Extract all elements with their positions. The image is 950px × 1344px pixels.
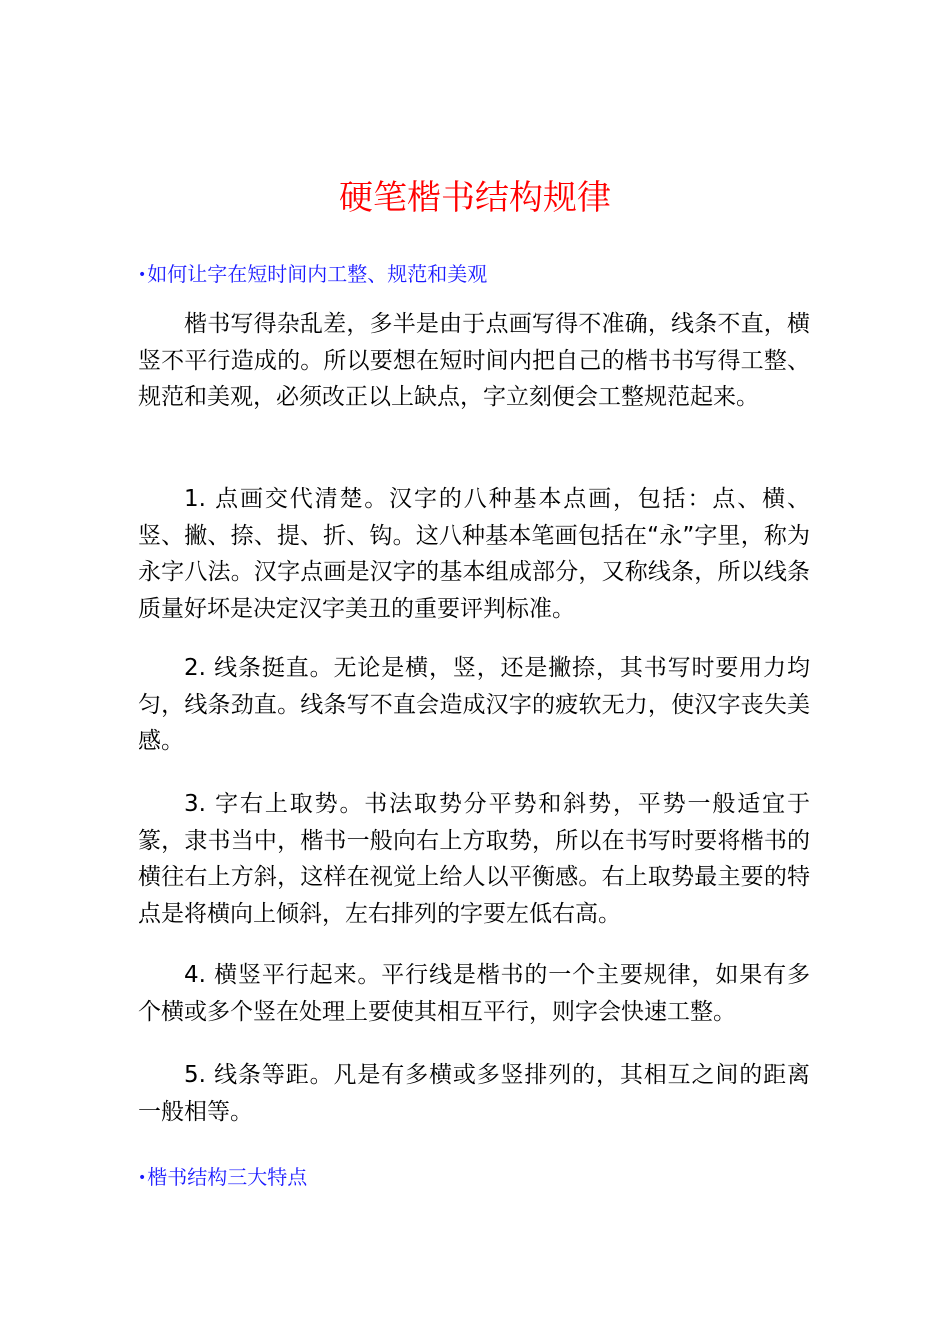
- section-heading-2: [138, 1163, 307, 1192]
- paragraph-intro: 楷书写得杂乱差，多半是由于点画写得不准确，线条不直，横竖不平行造成的。所以要想在短时间内把自己的楷书书写得工整、规范和美观，必须改正以上缺点，字立刻便会工整规范起来。: [138, 311, 810, 410]
- section-heading-1: [138, 260, 487, 289]
- section-heading-text: 如何让字在短时间内工整、规范和美观: [147, 262, 488, 286]
- paragraph-point-1: 1. 点画交代清楚。汉字的八种基本点画，包括：点、横、竖、撇、捺、提、折、钩。这八种基本笔画包括在“永”字里，称为永字八法。汉字点画是汉字的基本组成部分，又称线条，所以线条质量好坏是决定汉字美丑的重要评判标准。: [138, 486, 810, 622]
- paragraph-point-2: 2. 线条挺直。无论是横，竖，还是撇捺，其书写时要用力均匀，线条劲直。线条写不直会造成汉字的疲软无力，使汉字丧失美感。: [138, 655, 810, 754]
- bullet: •: [138, 1170, 147, 1186]
- paragraph-point-5: 5. 线条等距。凡是有多横或多竖排列的，其相互之间的距离一般相等。: [138, 1062, 810, 1125]
- bullet: •: [138, 267, 147, 283]
- paragraph-point-4: 4. 横竖平行起来。平行线是楷书的一个主要规律，如果有多个横或多个竖在处理上要使其相互平行，则字会快速工整。: [138, 962, 810, 1025]
- paragraph-point-3: 3. 字右上取势。书法取势分平势和斜势，平势一般适宜于篆，隶书当中，楷书一般向右上方取势，所以在书写时要将楷书的横往右上方斜，这样在视觉上给人以平衡感。右上取势最主要的特点是将横向上倾斜，左右排列的字要左低右高。: [138, 791, 810, 927]
- document-title: 硬笔楷书结构规律: [339, 178, 611, 218]
- section-heading-text: 楷书结构三大特点: [147, 1165, 308, 1189]
